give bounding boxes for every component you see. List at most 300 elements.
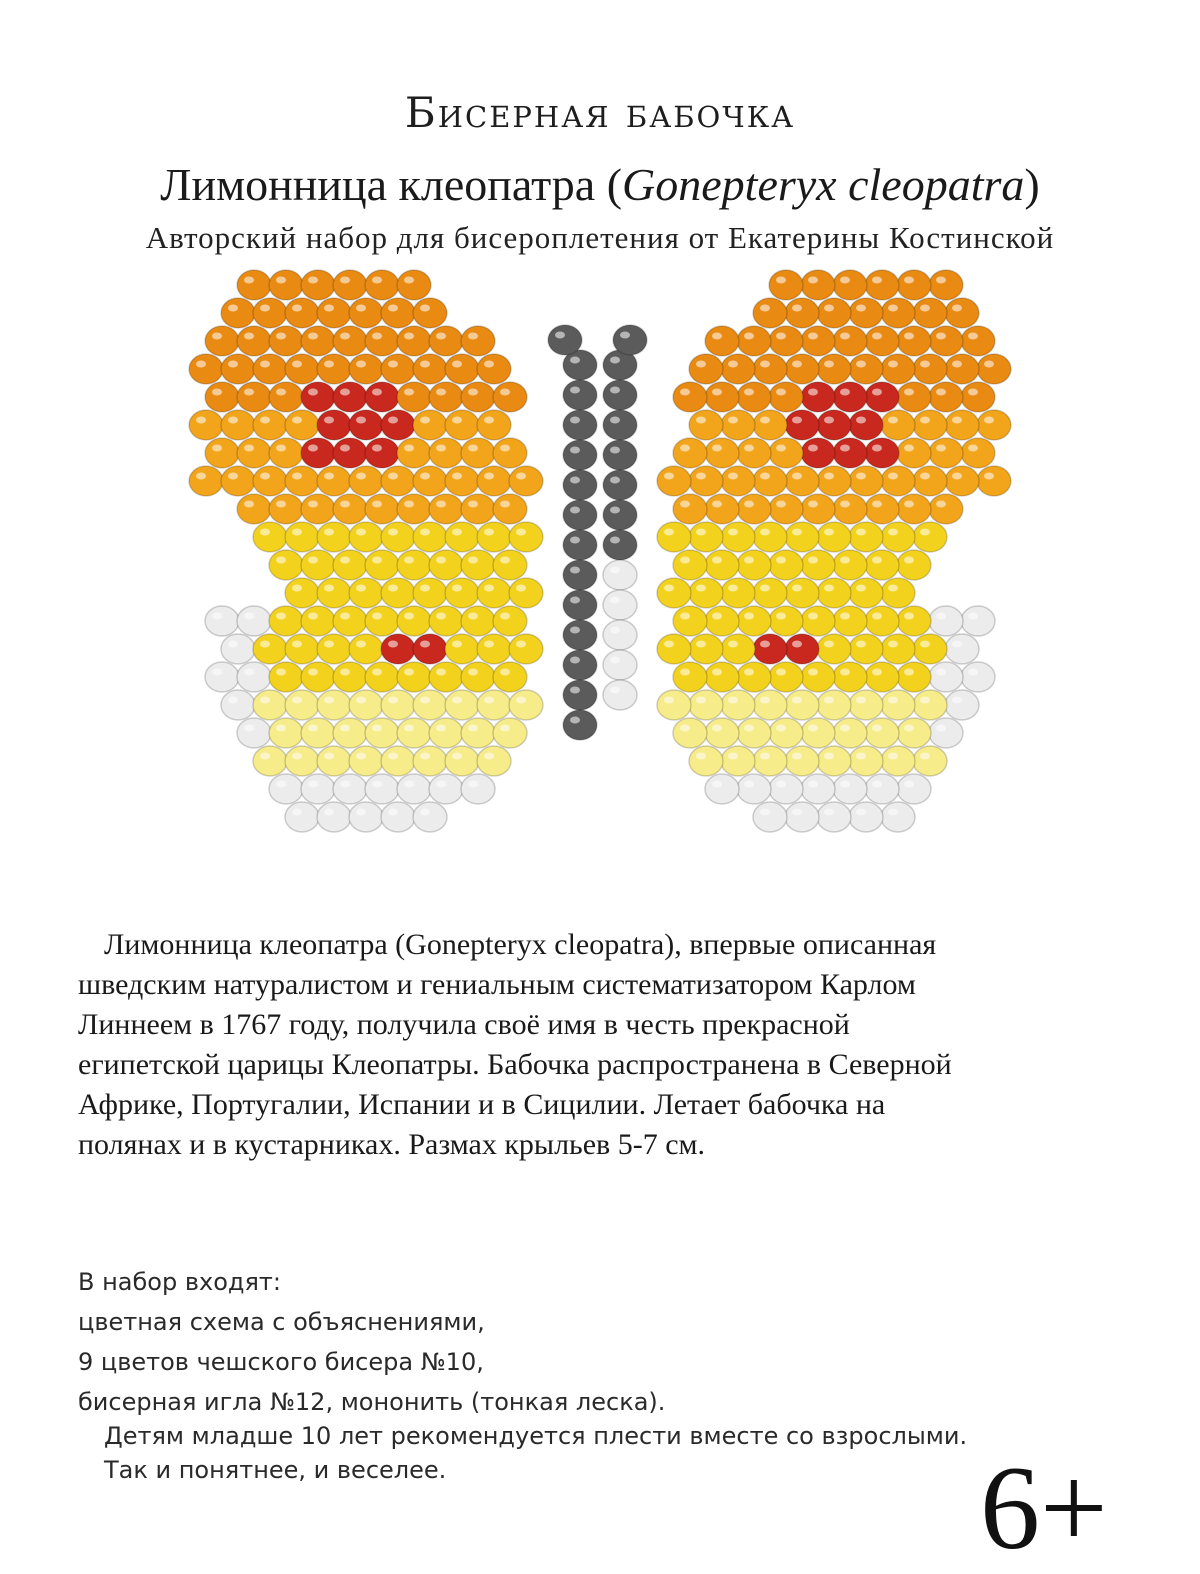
bead-highlight: [292, 641, 302, 648]
bead-highlight: [856, 753, 866, 760]
bead: [429, 550, 463, 580]
bead: [929, 718, 963, 748]
bead-highlight: [680, 725, 690, 732]
bead-highlight: [244, 277, 254, 284]
bead: [317, 354, 351, 384]
bead: [689, 354, 723, 384]
bead-highlight: [570, 447, 580, 454]
bead: [333, 382, 367, 412]
bead-highlight: [808, 781, 818, 788]
bead: [397, 774, 431, 804]
bead-highlight: [872, 389, 882, 396]
kit-item: бисерная игла №12, мононить (тонкая леска).: [78, 1388, 666, 1416]
bead-highlight: [712, 389, 722, 396]
bead: [221, 466, 255, 496]
bead: [381, 634, 415, 664]
bead-highlight: [776, 613, 786, 620]
bead-highlight: [712, 445, 722, 452]
bead-highlight: [920, 361, 930, 368]
bead: [785, 746, 819, 776]
bead: [673, 382, 707, 412]
bead-highlight: [500, 725, 510, 732]
bead: [865, 382, 899, 412]
bead: [737, 438, 771, 468]
bead-highlight: [276, 557, 286, 564]
bead-highlight: [356, 529, 366, 536]
bead-highlight: [872, 725, 882, 732]
bead-highlight: [228, 641, 238, 648]
bead-highlight: [420, 697, 430, 704]
bead: [705, 494, 739, 524]
bead-highlight: [920, 697, 930, 704]
bead: [785, 802, 819, 832]
bead: [603, 500, 637, 530]
bead-highlight: [888, 753, 898, 760]
bead-highlight: [776, 445, 786, 452]
bead: [705, 774, 739, 804]
bead-highlight: [808, 501, 818, 508]
bead: [397, 382, 431, 412]
bead-highlight: [404, 781, 414, 788]
bead-highlight: [260, 529, 270, 536]
bead-highlight: [610, 657, 620, 664]
bead-highlight: [664, 641, 674, 648]
species-latin-name: Gonepteryx cleopatra: [622, 159, 1025, 210]
bead: [349, 634, 383, 664]
bead: [563, 680, 597, 710]
note-line: Так и понятнее, и веселее.: [104, 1456, 447, 1484]
bead: [833, 382, 867, 412]
bead: [753, 746, 787, 776]
bead: [477, 690, 511, 720]
bead: [881, 690, 915, 720]
bead: [563, 530, 597, 560]
bead-highlight: [872, 333, 882, 340]
bead: [913, 410, 947, 440]
bead-highlight: [212, 389, 222, 396]
bead-highlight: [452, 753, 462, 760]
bead-highlight: [260, 697, 270, 704]
bead-highlight: [356, 753, 366, 760]
bead: [285, 578, 319, 608]
bead: [897, 774, 931, 804]
bead-highlight: [840, 557, 850, 564]
bead: [253, 634, 287, 664]
bead-highlight: [744, 501, 754, 508]
bead: [929, 662, 963, 692]
bead-highlight: [904, 669, 914, 676]
bead: [509, 578, 543, 608]
bead-highlight: [920, 529, 930, 536]
bead: [563, 470, 597, 500]
bead-highlight: [570, 567, 580, 574]
bead-highlight: [712, 613, 722, 620]
bead: [237, 270, 271, 300]
note-line: Детям младше 10 лет рекомендуется плести вместе со взрослыми.: [104, 1422, 968, 1450]
kit-item: 9 цветов чешского бисера №10,: [78, 1348, 484, 1376]
bead: [563, 500, 597, 530]
age-rating: 6+: [980, 1441, 1108, 1574]
bead: [477, 466, 511, 496]
bead-highlight: [372, 445, 382, 452]
bead: [285, 522, 319, 552]
bead: [785, 634, 819, 664]
bead-highlight: [484, 361, 494, 368]
bead: [737, 606, 771, 636]
bead-highlight: [212, 669, 222, 676]
bead: [493, 494, 527, 524]
bead-highlight: [744, 389, 754, 396]
bead: [349, 802, 383, 832]
bead: [849, 802, 883, 832]
bead-highlight: [824, 585, 834, 592]
bead: [817, 466, 851, 496]
bead: [189, 410, 223, 440]
bead-highlight: [452, 361, 462, 368]
bead-highlight: [196, 361, 206, 368]
bead: [705, 662, 739, 692]
bead-highlight: [452, 585, 462, 592]
bead: [413, 354, 447, 384]
bead-highlight: [808, 613, 818, 620]
bead: [753, 522, 787, 552]
bead: [881, 410, 915, 440]
bead: [817, 354, 851, 384]
bead-highlight: [872, 669, 882, 676]
bead: [365, 774, 399, 804]
bead: [817, 634, 851, 664]
bead-highlight: [308, 557, 318, 564]
bead: [721, 578, 755, 608]
bead: [603, 560, 637, 590]
bead-highlight: [420, 753, 430, 760]
bead: [945, 690, 979, 720]
bead-highlight: [452, 697, 462, 704]
bead-highlight: [324, 361, 334, 368]
bead: [365, 438, 399, 468]
bead-highlight: [212, 613, 222, 620]
bead-highlight: [824, 361, 834, 368]
bead-highlight: [468, 725, 478, 732]
bead-highlight: [244, 501, 254, 508]
bead-highlight: [570, 627, 580, 634]
bead-highlight: [968, 613, 978, 620]
bead-highlight: [776, 389, 786, 396]
bead: [301, 718, 335, 748]
description-line: шведским натуралистом и гениальным систематизатором Карлом: [78, 968, 916, 1001]
bead-highlight: [340, 333, 350, 340]
bead: [705, 438, 739, 468]
bead-highlight: [260, 641, 270, 648]
bead: [381, 410, 415, 440]
species-description: [78, 925, 1138, 1165]
bead: [333, 326, 367, 356]
bead-highlight: [856, 585, 866, 592]
bead: [977, 466, 1011, 496]
bead: [897, 550, 931, 580]
bead: [897, 606, 931, 636]
bead: [461, 438, 495, 468]
bead: [603, 380, 637, 410]
bead-highlight: [936, 333, 946, 340]
kit-heading: В набор входят:: [78, 1268, 281, 1296]
bead: [381, 354, 415, 384]
bead-highlight: [372, 781, 382, 788]
bead-highlight: [792, 305, 802, 312]
bead: [413, 466, 447, 496]
bead-highlight: [808, 445, 818, 452]
bead-highlight: [952, 305, 962, 312]
bead-highlight: [436, 725, 446, 732]
bead: [381, 522, 415, 552]
bead: [397, 270, 431, 300]
bead: [413, 746, 447, 776]
bead: [349, 354, 383, 384]
bead: [849, 522, 883, 552]
bead: [769, 550, 803, 580]
bead: [785, 354, 819, 384]
bead-highlight: [420, 305, 430, 312]
bead-highlight: [792, 361, 802, 368]
bead-highlight: [484, 585, 494, 592]
bead-highlight: [808, 557, 818, 564]
bead-highlight: [824, 697, 834, 704]
bead-highlight: [212, 445, 222, 452]
bead-highlight: [372, 613, 382, 620]
bead-highlight: [664, 529, 674, 536]
bead: [833, 718, 867, 748]
bead-highlight: [840, 333, 850, 340]
bead-highlight: [404, 725, 414, 732]
bead: [445, 354, 479, 384]
bead-highlight: [260, 753, 270, 760]
bead-highlight: [356, 697, 366, 704]
bead: [285, 746, 319, 776]
bead: [365, 382, 399, 412]
species-name: Лимонница клеопатра (: [160, 159, 623, 210]
bead-highlight: [292, 417, 302, 424]
bead: [613, 325, 647, 355]
bead-highlight: [840, 501, 850, 508]
bead: [881, 522, 915, 552]
bead-highlight: [228, 361, 238, 368]
bead-highlight: [888, 585, 898, 592]
bead: [769, 662, 803, 692]
bead-highlight: [610, 597, 620, 604]
bead: [349, 410, 383, 440]
bead-highlight: [936, 669, 946, 676]
bead-highlight: [610, 357, 620, 364]
bead: [769, 438, 803, 468]
bead-highlight: [776, 333, 786, 340]
bead: [333, 438, 367, 468]
bead-highlight: [404, 389, 414, 396]
bead-highlight: [388, 753, 398, 760]
bead: [881, 354, 915, 384]
bead-highlight: [728, 529, 738, 536]
bead-highlight: [516, 585, 526, 592]
bead: [563, 380, 597, 410]
bead-highlight: [484, 417, 494, 424]
bead-highlight: [760, 641, 770, 648]
bead-highlight: [276, 333, 286, 340]
bead: [285, 690, 319, 720]
bead-highlight: [570, 537, 580, 544]
bead-highlight: [276, 725, 286, 732]
bead: [801, 662, 835, 692]
bead-highlight: [824, 641, 834, 648]
bead: [801, 550, 835, 580]
bead: [349, 298, 383, 328]
bead-highlight: [792, 585, 802, 592]
bead-highlight: [968, 669, 978, 676]
bead: [493, 718, 527, 748]
bead: [269, 718, 303, 748]
bead-highlight: [984, 417, 994, 424]
bead: [721, 410, 755, 440]
bead-highlight: [500, 501, 510, 508]
bead-highlight: [824, 753, 834, 760]
bead: [237, 662, 271, 692]
bead: [881, 298, 915, 328]
bead: [253, 466, 287, 496]
bead: [897, 718, 931, 748]
bead-highlight: [212, 333, 222, 340]
bead: [929, 270, 963, 300]
bead-highlight: [484, 641, 494, 648]
bead-highlight: [952, 697, 962, 704]
bead-highlight: [824, 529, 834, 536]
bead: [397, 662, 431, 692]
bead-highlight: [760, 585, 770, 592]
bead: [603, 440, 637, 470]
bead-highlight: [744, 725, 754, 732]
bead-highlight: [196, 473, 206, 480]
bead: [429, 438, 463, 468]
bead: [563, 710, 597, 740]
bead-highlight: [324, 417, 334, 424]
bead-highlight: [856, 809, 866, 816]
bead: [413, 522, 447, 552]
bead-highlight: [952, 473, 962, 480]
bead: [817, 578, 851, 608]
bead: [461, 718, 495, 748]
bead-highlight: [610, 387, 620, 394]
bead-highlight: [840, 725, 850, 732]
bead-highlight: [824, 473, 834, 480]
bead-highlight: [276, 389, 286, 396]
bead: [657, 634, 691, 664]
bead: [961, 438, 995, 468]
bead: [897, 326, 931, 356]
bead-highlight: [664, 697, 674, 704]
bead-highlight: [744, 669, 754, 676]
bead: [333, 662, 367, 692]
bead-highlight: [904, 389, 914, 396]
bead-highlight: [276, 277, 286, 284]
bead-highlight: [308, 501, 318, 508]
bead: [301, 438, 335, 468]
bead: [737, 550, 771, 580]
bead: [237, 326, 271, 356]
bead-highlight: [904, 445, 914, 452]
bead: [833, 662, 867, 692]
bead: [817, 522, 851, 552]
bead: [548, 325, 582, 355]
bead: [413, 410, 447, 440]
bead-highlight: [936, 277, 946, 284]
bead: [849, 354, 883, 384]
bead-highlight: [420, 585, 430, 592]
bead: [445, 522, 479, 552]
bead: [689, 466, 723, 496]
bead: [349, 466, 383, 496]
bead: [849, 466, 883, 496]
series-title: Бисерная бабочка: [404, 88, 796, 137]
bead: [461, 606, 495, 636]
bead: [657, 466, 691, 496]
bead-highlight: [696, 473, 706, 480]
bead-highlight: [984, 361, 994, 368]
bead: [769, 382, 803, 412]
bead-highlight: [500, 389, 510, 396]
bead: [785, 466, 819, 496]
bead-highlight: [484, 697, 494, 704]
bead-highlight: [388, 697, 398, 704]
bead: [317, 690, 351, 720]
bead: [945, 466, 979, 496]
bead-highlight: [228, 697, 238, 704]
bead: [461, 382, 495, 412]
bead: [317, 634, 351, 664]
bead-highlight: [372, 333, 382, 340]
bead-highlight: [570, 657, 580, 664]
bead: [849, 298, 883, 328]
bead: [445, 578, 479, 608]
bead-highlight: [468, 333, 478, 340]
bead: [977, 410, 1011, 440]
age-note: [104, 1419, 1024, 1487]
bead: [301, 270, 335, 300]
bead-highlight: [760, 417, 770, 424]
bead-highlight: [570, 717, 580, 724]
bead: [657, 522, 691, 552]
bead: [801, 270, 835, 300]
bead-highlight: [292, 697, 302, 704]
bead: [881, 634, 915, 664]
bead-highlight: [856, 305, 866, 312]
bead: [689, 578, 723, 608]
bead: [381, 578, 415, 608]
bead: [929, 382, 963, 412]
bead-highlight: [904, 613, 914, 620]
bead-highlight: [570, 597, 580, 604]
bead-highlight: [620, 332, 630, 339]
bead-highlight: [324, 697, 334, 704]
bead: [349, 746, 383, 776]
bead: [801, 606, 835, 636]
bead: [317, 410, 351, 440]
bead: [397, 550, 431, 580]
bead: [785, 578, 819, 608]
bead: [365, 326, 399, 356]
bead-highlight: [260, 305, 270, 312]
bead-highlight: [872, 445, 882, 452]
bead: [833, 438, 867, 468]
bead-highlight: [308, 613, 318, 620]
bead: [753, 298, 787, 328]
bead-highlight: [856, 361, 866, 368]
